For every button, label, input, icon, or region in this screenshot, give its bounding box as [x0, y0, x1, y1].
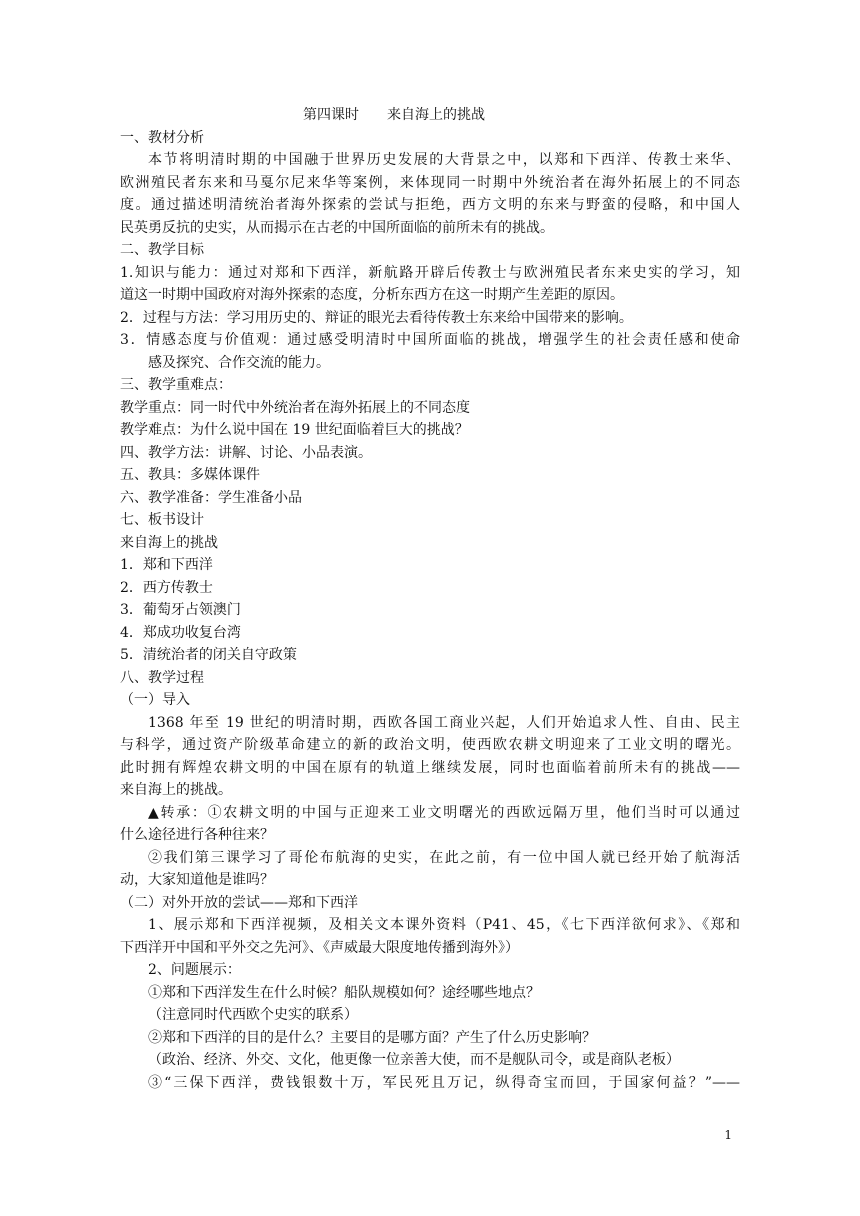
- text-line: 民英勇反抗的史实，从而揭示在古老的中国所面临的前所未有的挑战。: [120, 219, 554, 236]
- page-title: [120, 104, 740, 127]
- text-line: 来自海上的挑战。: [120, 782, 232, 798]
- text-line: 5．清统治者的闭关自守政策: [120, 647, 297, 663]
- text-line: 教学难点：为什么说中国在 19 世纪面临着巨大的挑战？: [120, 422, 469, 438]
- text-line: 4．郑成功收复台湾: [120, 624, 241, 641]
- text-line: 2．西方传教士: [120, 579, 213, 596]
- title-lesson-number: 第四课时: [303, 107, 359, 123]
- text-line: 什么途径进行各种往来？: [120, 827, 274, 843]
- text-line: 1．郑和下西洋: [120, 557, 213, 573]
- text-line: ②郑和下西洋的目的是什么？主要目的是哪方面？产生了什么历史影响？: [148, 1029, 596, 1046]
- page-number: 1: [724, 1128, 732, 1142]
- title-lesson-name: 来自海上的挑战: [387, 107, 485, 123]
- text-line: （一）导入: [120, 692, 190, 708]
- text-line: 动，大家知道他是谁吗？: [120, 872, 274, 888]
- text-line: 七、板书设计: [120, 512, 204, 528]
- text-line: 本节将明清时期的中国融于世界历史发展的大背景之中，以郑和下西洋、传教士来华、: [148, 152, 740, 168]
- text-line: （二）对外开放的尝试——郑和下西洋: [120, 894, 358, 911]
- text-line: ③“三保下西洋，费钱银数十万，军民死且万记，纵得奇宝而回，于国家何益？”——: [148, 1074, 740, 1091]
- text-line: 1368 年至 19 世纪的明清时期，西欧各国工商业兴起，人们开始追求人性、自由、民主: [148, 714, 740, 731]
- text-line: 三、教学重难点：: [120, 377, 232, 393]
- text-line: （注意同时代西欧个史实的联系）: [148, 1007, 358, 1023]
- text-line: 与科学，通过资产阶级革命建立的新的政治文明，使西欧农耕文明迎来了工业文明的曙光。: [120, 737, 740, 753]
- text-line: 此时拥有辉煌农耕文明的中国在原有的轨道上继续发展，同时也面临着前所未有的挑战——: [120, 759, 740, 776]
- text-line: 一、教材分析: [120, 129, 204, 146]
- text-line: 二、教学目标: [120, 242, 204, 258]
- text-line: 1、展示郑和下西洋视频，及相关文本课外资料（P41、45，《七下西洋欲何求》、《郑和: [148, 917, 740, 933]
- text-line: 3．情感态度与价值观：通过感受明清时中国所面临的挑战，增强学生的社会责任感和使命: [120, 332, 740, 348]
- text-line: （政治、经济、外交、文化，他更像一位亲善大使，而不是舰队司令，或是商队老板）: [148, 1052, 680, 1068]
- text-line: 道这一时期中国政府对海外探索的态度，分析东西方在这一时期产生差距的原因。: [120, 287, 624, 303]
- text-line: 教学重点：同一时代中外统治者在海外拓展上的不同态度: [120, 399, 470, 416]
- text-lines: [120, 127, 740, 1095]
- text-line: ①郑和下西洋发生在什么时候？船队规模如何？途经哪些地点？: [148, 984, 540, 1001]
- text-line: 欧洲殖民者东来和马戛尔尼来华等案例，来体现同一时期中外统治者在海外拓展上的不同态: [120, 174, 740, 191]
- document-body: [120, 104, 740, 1094]
- text-line: 下西洋开中国和平外交之先河》、《声威最大限度地传播到海外》）: [120, 939, 519, 956]
- text-line: 3．葡萄牙占领澳门: [120, 602, 241, 618]
- text-line: 感及探究、合作交流的能力。: [148, 354, 330, 371]
- text-line: ②我们第三课学习了哥伦布航海的史实，在此之前，有一位中国人就已经开始了航海活: [148, 849, 740, 866]
- text-line: 来自海上的挑战: [120, 534, 218, 551]
- text-line: 度。通过描述明清统治者海外探索的尝试与拒绝，西方文明的东来与野蛮的侵略，和中国人: [120, 197, 740, 213]
- text-line: 2、问题展示：: [148, 962, 241, 978]
- text-line: ▲转承：①农耕文明的中国与正迎来工业文明曙光的西欧远隔万里，他们当时可以通过: [148, 804, 740, 821]
- text-line: 五、教具：多媒体课件: [120, 467, 260, 483]
- text-line: 八、教学过程: [120, 669, 204, 686]
- text-line: 四、教学方法：讲解、讨论、小品表演。: [120, 444, 372, 461]
- text-line: 六、教学准备：学生准备小品: [120, 489, 302, 506]
- text-line: 2．过程与方法：学习用历史的、辩证的眼光去看待传教士东来给中国带来的影响。: [120, 309, 633, 326]
- text-line: 1.知识与能力：通过对郑和下西洋，新航路开辟后传教士与欧洲殖民者东来史实的学习，知: [120, 264, 740, 281]
